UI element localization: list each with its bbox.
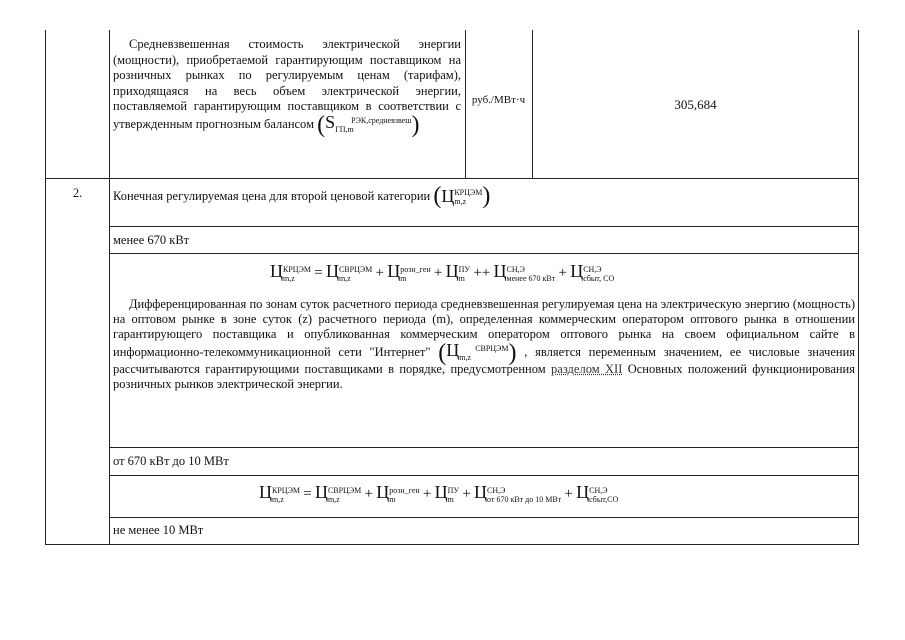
svrcem-symbol: (Ц СВРЦЭМ m,z ) (438, 339, 517, 366)
section-xii-link[interactable]: разделом XII (551, 361, 623, 376)
number-column-divider (109, 30, 110, 545)
row2-title: Конечная регулируемая цена для второй ценовой категории (ЦКРЦЭМ m,z ) (113, 183, 491, 210)
row1-value: 305,684 (674, 97, 717, 112)
formula2-bottom-border (109, 517, 859, 518)
band3-label: не менее 10 МВт (113, 523, 204, 537)
description-column-divider (465, 30, 466, 178)
band1-label: менее 670 кВт (113, 233, 190, 247)
balance-symbol: (S РЭК,средневзвеш ГП,m ) (317, 111, 420, 138)
band1-bottom-border (109, 253, 859, 254)
table-bottom-border (45, 544, 859, 545)
formula1: ЦКРЦЭМ m,z = ЦСВРЦЭМ m,z + Црозн_ген m + ЦПУ m ++ ЦСН,Э менее 670 кВт + ЦСН,Э сбыт, СО (270, 261, 615, 284)
band2-label: от 670 кВт до 10 МВт (113, 454, 229, 468)
row1-description: Средневзвешенная стоимость электрической энергии (мощности), приобретаемой гарантирующим поставщиком на розничных рынках по регулируемым ценам (тарифам), приходящаяся на весь объем электрической энергии, поставляемой гарантирующим поставщиком в соответствии с утвержденным прогнозным балансом (S РЭК,средневзвеш ГП,m ) (113, 37, 461, 138)
formula2: ЦКРЦЭМ m,z = ЦСВРЦЭМ m,z + Црозн_ген m + ЦПУ m + ЦСН,Э от 670 кВт до 10 МВт + ЦСН,Э сбыт,СО (259, 482, 619, 505)
band2-bottom-border (109, 475, 859, 476)
explanation-paragraph: Дифференцированная по зонам суток расчетного периода средневзвешенная регулируемая цена на электрическую энергию (мощность) на оптовом рынке в зоне суток (z) расчетного периода (m), определенная коммерческим оператором оптового рынка в отношении гарантирующего поставщика и опубликованная коммерческим оператором оптового рынка на своем официальном сайте в информационно-телекоммуникационной сети "Интернет" (Ц СВРЦЭМ m,z ) , является переменным значением, ее числовые значения рассчитываются гарантирующими поставщиками в порядке, предусмотренном разделом XII Основных положений функционирования розничных рынков электрической энергии. (113, 297, 856, 391)
row1-bottom-border (45, 178, 859, 179)
row2-number: 2. (72, 186, 83, 200)
table-left-border (45, 30, 46, 545)
row-title-bottom-border (109, 226, 859, 227)
explanation-bottom-border (109, 447, 859, 448)
table-right-border (858, 30, 859, 545)
row1-unit: руб./МВт·ч (471, 94, 526, 106)
